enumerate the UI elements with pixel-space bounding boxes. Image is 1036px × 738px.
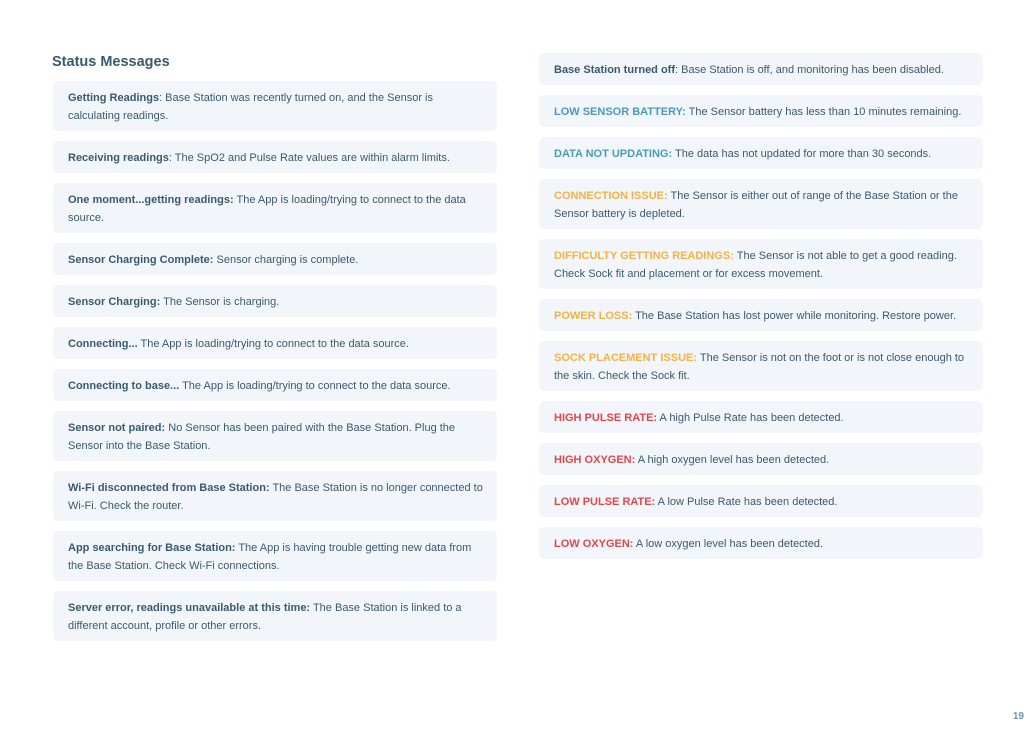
status-message-card (53, 183, 497, 233)
status-message-card (539, 485, 983, 517)
status-message-key: DATA NOT UPDATING: (554, 148, 673, 160)
status-message-text: The App is loading/trying to connect to the data source. (68, 194, 466, 224)
status-message-key: LOW OXYGEN: (554, 538, 634, 550)
status-message-key: CONNECTION ISSUE: (554, 190, 668, 202)
status-message-key: Base Station turned off (554, 64, 676, 76)
status-message-text: A high oxygen level has been detected. (635, 454, 830, 466)
status-message-key: Connecting to base... (68, 380, 180, 392)
status-message-text: The Base Station has lost power while monitoring. Restore power. (632, 310, 957, 322)
status-message-key: HIGH PULSE RATE: (554, 412, 658, 424)
status-message-key: Sensor Charging: (68, 296, 161, 308)
status-message-card: Base Station turned off: Base Station is off, and monitoring has been disabled. (539, 53, 983, 85)
status-message-card (539, 239, 983, 289)
status-message-card (539, 341, 983, 391)
status-message-text: The App is loading/trying to connect to the data source. (179, 380, 451, 392)
status-message-card (53, 411, 497, 461)
status-message-key: SOCK PLACEMENT ISSUE: (554, 352, 698, 364)
status-message-card (53, 591, 497, 641)
status-message-card (539, 137, 983, 169)
status-message-card (53, 471, 497, 521)
status-message-key: Sensor Charging Complete: (68, 254, 214, 266)
status-message-text: The Base Station is no longer connected to Wi-Fi. Check the router. (68, 482, 483, 512)
status-message-text: The Sensor is not able to get a good reading. Check Sock fit and placement or for excess movement. (554, 250, 957, 280)
status-message-text: The App is having trouble getting new data from the Base Station. Check Wi-Fi connections. (68, 542, 472, 572)
status-message-text: A low oxygen level has been detected. (633, 538, 824, 550)
status-message-card (539, 299, 983, 331)
status-message-key: Server error, readings unavailable at this time: (68, 602, 311, 614)
status-message-text: Sensor charging is complete. (213, 254, 359, 266)
status-message-key: LOW SENSOR BATTERY (554, 106, 683, 118)
status-message-text: The Sensor is not on the foot or is not close enough to the skin. Check the Sock fit. (554, 352, 965, 382)
status-message-card (53, 285, 497, 317)
status-message-text: The App is loading/trying to connect to the data source. (137, 338, 409, 350)
status-message-text: The data has not updated for more than 30 seconds. (672, 148, 932, 160)
status-message-text: The Base Station is linked to a different account, profile or other errors. (68, 602, 462, 632)
status-message-key: App searching for Base Station: (68, 542, 236, 554)
status-message-key: LOW PULSE RATE: (554, 496, 656, 508)
status-message-key: Receiving readings (68, 152, 169, 164)
status-message-card: LOW SENSOR BATTERY: The Sensor battery has less than 10 minutes remaining. (539, 95, 983, 127)
status-message-key: Sensor not paired: (68, 422, 166, 434)
status-message-text: The Sensor is either out of range of the Base Station or the Sensor battery is depleted. (554, 190, 958, 220)
status-message-text: Base Station was recently turned on, and the Sensor is calculating readings. (68, 92, 434, 122)
status-message-key: Connecting... (68, 338, 138, 350)
status-message-key: Wi-Fi disconnected from Base Station: (68, 482, 270, 494)
page-title: Status Messages (52, 54, 170, 70)
status-message-key: DIFFICULTY GETTING READINGS: (554, 250, 734, 262)
status-message-card (53, 243, 497, 275)
status-message-card: Receiving readings: The SpO2 and Pulse Rate values are within alarm limits. (53, 141, 497, 173)
status-message-key: HIGH OXYGEN: (554, 454, 636, 466)
status-message-key: Getting Readings (68, 92, 160, 104)
status-message-key: POWER LOSS: (554, 310, 633, 322)
status-message-text: The SpO2 and Pulse Rate values are within alarm limits. (171, 152, 450, 164)
status-message-card (53, 531, 497, 581)
status-message-key: One moment...getting readings: (68, 194, 234, 206)
status-message-card: Getting Readings: Base Station was recently turned on, and the Sensor is calculating readings. (53, 81, 497, 131)
status-message-text: The Sensor is charging. (160, 296, 280, 308)
status-message-card (539, 401, 983, 433)
status-message-text: Base Station is off, and monitoring has been disabled. (678, 64, 944, 76)
status-message-text: The Sensor battery has less than 10 minutes remaining. (685, 106, 962, 118)
status-message-card (539, 179, 983, 229)
status-message-card (53, 327, 497, 359)
status-message-card (539, 443, 983, 475)
status-message-card (53, 369, 497, 401)
status-message-card (539, 527, 983, 559)
status-message-text: No Sensor has been paired with the Base Station. Plug the Sensor into the Base Station. (68, 422, 456, 452)
status-message-text: A high Pulse Rate has been detected. (657, 412, 844, 424)
page-number: 19 (1012, 711, 1024, 722)
status-message-text: A low Pulse Rate has been detected. (655, 496, 838, 508)
